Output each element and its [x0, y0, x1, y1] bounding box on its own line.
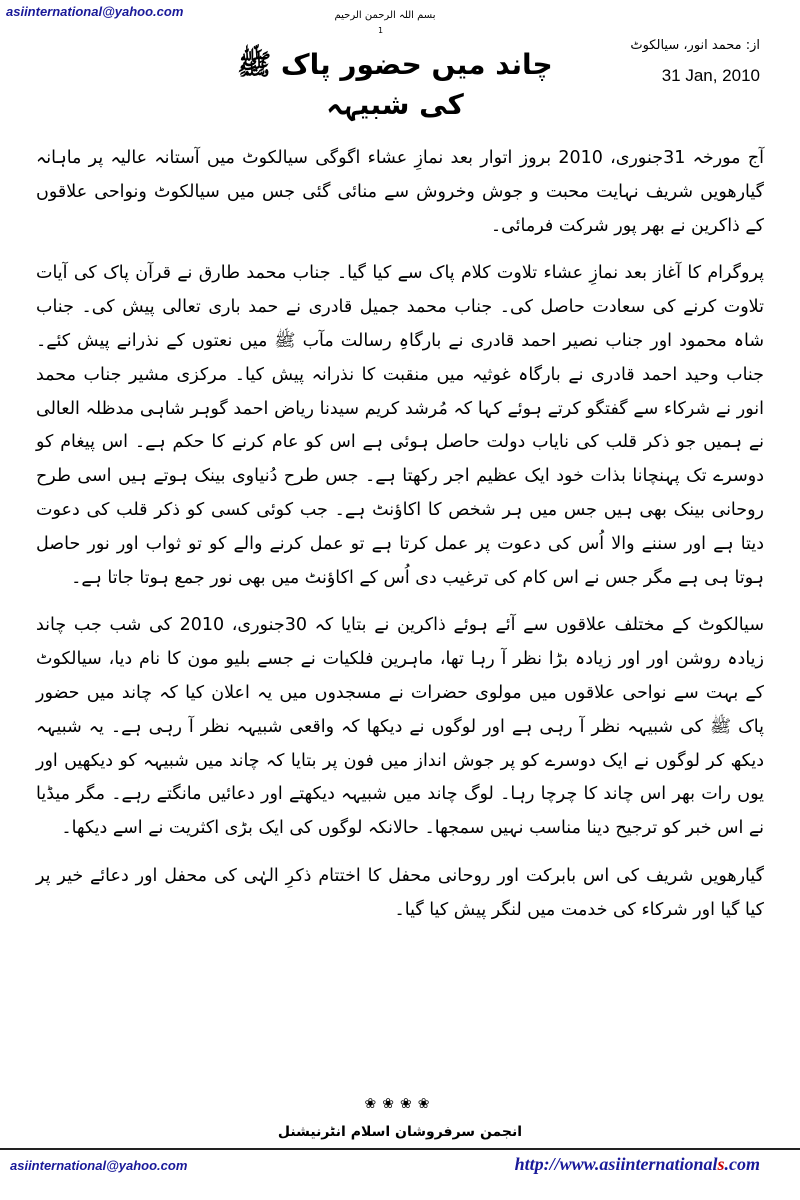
flower-ornament-icon: ❀❀❀❀ — [364, 1096, 436, 1112]
paragraph-3: سیالکوٹ کے مختلف علاقوں سے آئے ہوئے ذاکرین نے بتایا کہ 30جنوری، 2010 کی شب جب چاند زیادہ روشن اور اور زیادہ بڑا نظر آ رہا تھا، ماہرین فلکیات نے جسے بلیو مون کا نام دیا، سیالکوٹ کے بہت سے نواحی علاقوں میں مولوی حضرات نے مسجدوں میں یہ اعلان کیا کہ چاند میں حضور پاک ﷺ کی شبیہہ نظر آ رہی ہے اور لوگوں نے دیکھا کہ واقعی شبیہہ نظر آ رہی ہے۔ یہ شبیہہ دیکھ کر لوگوں نے ایک دوسرے کو پر جوش انداز میں فون پر بتایا کہ چاند میں شبیہہ کو دیکھیں اور یوں رات بھر اس چاند کا چرچا رہا۔ لوگ چاند میں شبیہہ دیکھتے اور دعائیں مانگتے رہے۔ مگر میڈیا نے اس خبر کو ترجیح دینا مناسب نہیں سمجھا۔ حالانکہ لوگوں کی ایک بڑی اکثریت نے اسے دیکھا۔ — [36, 615, 765, 839]
paragraph-4: گیارھویں شریف کی اس بابرکت اور روحانی محفل کا اختتام ذکرِ الہٰی کی محفل اور دعائے خیر پر کیا گیا اور شرکاء کی خدمت میں لنگر پیش کیا گیا۔ — [36, 865, 764, 920]
header-email[interactable]: asiinternational@yahoo.com — [6, 4, 184, 19]
page-number: 1 — [378, 26, 384, 35]
byline: از: محمد انور، سیالکوٹ — [630, 38, 760, 53]
organization-name: انجمن سرفروشان اسلام انٹرنیشنل — [277, 1124, 523, 1140]
article-date: 31 Jan, 2010 — [661, 66, 760, 85]
footer-email-link[interactable]: asiinternational@yahoo.com — [10, 1158, 188, 1173]
article-title: چاند میں حضور پاک ﷺ کی شبیہہ — [237, 48, 553, 121]
url-prefix: http://www.asiinternational — [514, 1154, 718, 1174]
url-accent: s — [717, 1154, 725, 1174]
paragraph-1: آج مورخہ 31جنوری، 2010 بروز اتوار بعد نمازِ عشاء اگوگی سیالکوٹ میں آستانہ عالیہ پر ماہانہ گیارھویں شریف نہایت محبت و جوش وخروش سے منائی گئی جس میں سیالکوٹ ونواحی علاقوں کے ذاکرین نے بھر پور شرکت فرمائی۔ — [36, 148, 764, 236]
bismillah: بسم اللہ الرحمن الرحیم — [334, 10, 436, 21]
article-body — [36, 142, 764, 942]
paragraph-2: پروگرام کا آغاز بعد نمازِ عشاء تلاوت کلام پاک سے کیا گیا۔ جناب محمد طارق نے قرآن پاک کی آیات تلاوت کرنے کی سعادت حاصل کی۔ جناب محمد جمیل قادری نے حمد باری تعالی پیش کی۔ جناب شاہ محمود اور جناب نصیر احمد قادری نے بارگاہِ رسالت مآب ﷺ میں نعتوں کے نذرانے پیش کئے۔ جناب وحید احمد قادری نے بارگاہ غوثیہ میں منقبت کا نذرانہ پیش کیا۔ مرکزی مشیر جناب محمد انور نے شرکاء سے گفتگو کرتے ہوئے کہا کہ مُرشد کریم سیدنا ریاض احمد گوہر شاہی مدظلہ العالی نے ہمیں جو ذکر قلب کی نایاب دولت حاصل ہوئی ہے اس کو عام کرنے کا حکم ہے۔ اس پیغام کو دوسرے تک پہنچانا بذات خود ایک عظیم اجر رکھتا ہے۔ جس طرح دُنیاوی بینک ہوتے ہیں اسی طرح روحانی بینک بھی ہیں جس میں ہر شخص کا اکاؤنٹ ہے۔ جب کوئی کسی کو ذکر قلب کی دعوت دیتا ہے اور سننے والا اُس کی دعوت پر عمل کرتا ہے تو عمل کرنے والے کو تو ثواب اور نور حاصل ہوتا ہی ہے مگر جس نے اس کام کی ترغیب دی اُس کے اکاؤنٹ میں بھی نور جمع ہوتا جاتا ہے۔ — [36, 263, 764, 588]
footer-website-link[interactable] — [515, 1154, 760, 1175]
footer-divider — [0, 1148, 800, 1150]
url-suffix: .com — [724, 1154, 760, 1174]
